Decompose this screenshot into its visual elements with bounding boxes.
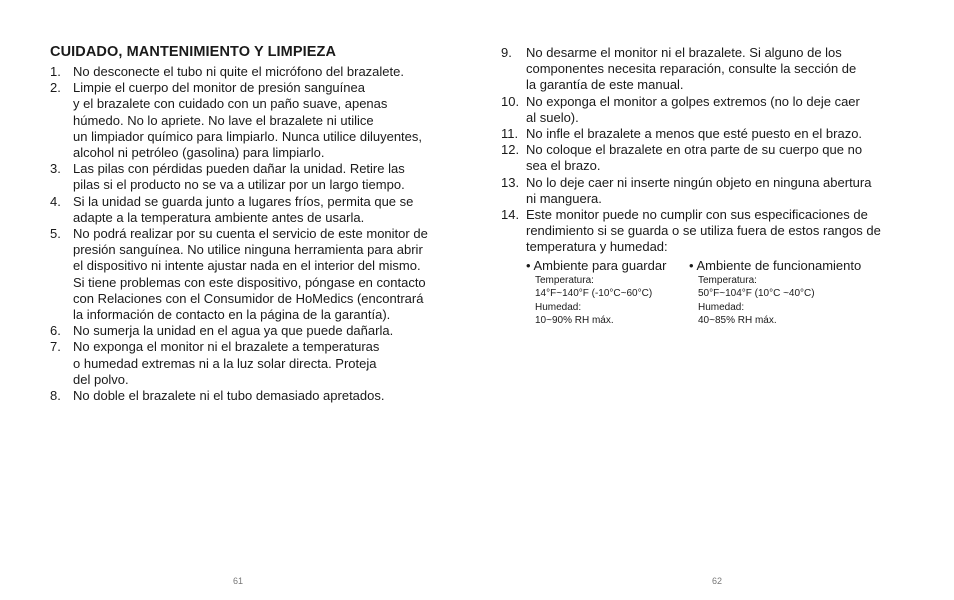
list-item-text: Limpie el cuerpo del monitor de presión sanguínea <box>73 80 365 96</box>
list-item-text: adapte a la temperatura ambiente antes de usarla. <box>73 209 365 225</box>
operating-title: • Ambiente de funcionamiento <box>689 258 862 273</box>
list-item-number: 6. <box>50 323 61 339</box>
list-item <box>50 161 450 193</box>
list-item-text: sea el brazo. <box>526 158 601 174</box>
section-heading: CUIDADO, MANTENIMIENTO Y LIMPIEZA <box>50 44 337 60</box>
list-item-text: pilas si el producto no se va a utilizar por un largo tiempo. <box>73 177 405 193</box>
list-item-text: Si la unidad se guarda junto a lugares fríos, permita que se <box>73 193 414 209</box>
list-item-number: 14. <box>501 207 520 223</box>
list-item-text: el dispositivo ni intente ajustar nada en el interior del mismo. <box>73 258 421 274</box>
list-item <box>501 142 931 174</box>
list-item-text: No exponga el monitor a golpes extremos (no lo deje caer <box>526 93 860 109</box>
list-item-text: temperatura y humedad: <box>526 239 668 255</box>
list-item-number: 2. <box>50 80 61 96</box>
page-number: 61 <box>233 576 244 586</box>
list-item-text: ni manguera. <box>526 190 602 206</box>
list-item-text: Las pilas con pérdidas pueden dañar la unidad. Retire las <box>73 161 405 177</box>
list-item-number: 11. <box>501 126 519 142</box>
list-item-text: del polvo. <box>73 371 129 387</box>
storage-temp-label: Temperatura: <box>535 275 594 286</box>
list-item-number: 3. <box>50 161 61 177</box>
list-item-text: o humedad extremas ni a la luz solar directa. Proteja <box>73 355 377 371</box>
care-instructions-list <box>50 64 450 404</box>
list-item <box>501 207 931 256</box>
list-item <box>50 80 450 161</box>
list-item-text: alcohol ni petróleo (gasolina) para limpiarlo. <box>73 145 325 161</box>
list-item-text: un limpiador químico para limpiarlo. Nunca utilice diluyentes, <box>73 128 423 144</box>
list-item-text: Si tiene problemas con este dispositivo, póngase en contacto <box>73 274 426 290</box>
list-item-number: 7. <box>50 339 61 355</box>
list-item-text: húmedo. No lo apriete. No lave el brazalete ni utilice <box>73 112 374 128</box>
list-item-text: No desarme el monitor ni el brazalete. Si alguno de los <box>526 45 842 60</box>
list-item-text: componentes necesita reparación, consulte la sección de <box>526 61 857 77</box>
list-item <box>501 126 931 142</box>
storage-temp-value: 14°F~140°F (-10°C~60°C) <box>535 288 653 300</box>
list-item <box>50 64 450 80</box>
list-item-text: No sumerja la unidad en el agua ya que puede dañarla. <box>73 323 394 339</box>
storage-title: • Ambiente para guardar <box>526 258 667 273</box>
list-item-number: 4. <box>50 193 61 209</box>
list-item-number: 9. <box>501 45 512 60</box>
list-item-text: rendimiento si se guarda o se utiliza fuera de estos rangos de <box>526 223 881 239</box>
operating-environment <box>689 258 862 328</box>
list-item <box>50 388 450 404</box>
operating-temp-label: Temperatura: <box>698 275 757 286</box>
list-item <box>50 226 450 323</box>
list-item-text: la garantía de este manual. <box>526 77 684 93</box>
list-item-text: presión sanguínea. No utilice ninguna herramienta para abrir <box>73 242 423 258</box>
page-number: 62 <box>712 576 723 586</box>
operating-humidity-label: Humedad: <box>698 301 745 313</box>
storage-humidity-value: 10~90% RH máx. <box>535 315 614 327</box>
list-item-text: No coloque el brazalete en otra parte de su cuerpo que no <box>526 142 863 158</box>
list-item <box>501 45 931 94</box>
list-item <box>50 194 450 226</box>
care-instructions-list-continued <box>501 45 931 256</box>
list-item-text: con Relaciones con el Consumidor de HoMedics (encontrará <box>73 290 424 306</box>
list-item-number: 5. <box>50 226 61 242</box>
list-item-text: la información de contacto en la página de la garantía). <box>73 307 391 323</box>
list-item-number: 8. <box>50 388 61 404</box>
list-item <box>501 175 931 207</box>
storage-environment <box>526 258 696 328</box>
operating-temp-value: 50°F~104°F (10°C ~40°C) <box>698 288 815 300</box>
list-item-number: 13. <box>501 174 520 190</box>
list-item <box>501 94 931 126</box>
list-item-text: No desconecte el tubo ni quite el micrófono del brazalete. <box>73 64 404 79</box>
list-item-text: No infle el brazalete a menos que esté puesto en el brazo. <box>526 126 863 142</box>
list-item-text: No exponga el monitor ni el brazalete a temperaturas <box>73 339 380 355</box>
operating-humidity-value: 40~85% RH máx. <box>698 315 777 327</box>
list-item <box>50 323 450 339</box>
storage-humidity-label: Humedad: <box>535 301 582 313</box>
list-item-text: No lo deje caer ni inserte ningún objeto en ninguna abertura <box>526 174 872 190</box>
list-item <box>50 339 450 388</box>
list-item-text: No doble el brazalete ni el tubo demasiado apretados. <box>73 388 385 404</box>
list-item-text: No podrá realizar por su cuenta el servicio de este monitor de <box>73 226 428 242</box>
list-item-number: 10. <box>501 93 520 109</box>
list-item-text: y el brazalete con cuidado con un paño suave, apenas <box>73 96 388 112</box>
list-item-number: 12. <box>501 142 520 158</box>
list-item-number: 1. <box>50 64 61 79</box>
list-item-text: al suelo). <box>526 109 579 125</box>
list-item-text: Este monitor puede no cumplir con sus especificaciones de <box>526 207 868 223</box>
